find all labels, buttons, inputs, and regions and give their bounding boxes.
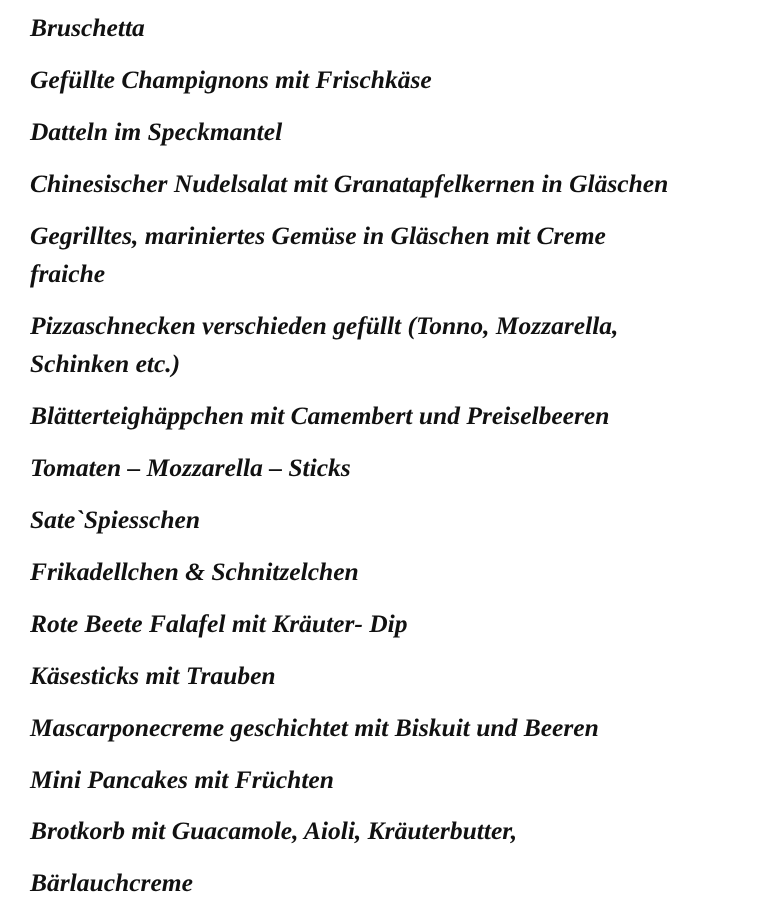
menu-item-line: Datteln im Speckmantel [30, 116, 283, 146]
menu-item-line: fraiche [30, 259, 106, 289]
menu-item-pizzaschnecken [30, 307, 760, 384]
menu-item-bruschetta [30, 9, 760, 48]
menu-item-line: Bärlauchcreme [30, 868, 193, 898]
menu-item-line: Gefüllte Champignons mit Frischkäse [30, 64, 432, 94]
menu-item-line: Pizzaschnecken verschieden gefüllt (Tonno, Mozzarella, [30, 310, 619, 340]
menu-item-line: Frikadellchen & Schnitzelchen [30, 557, 359, 587]
menu-item-kaesesticks [30, 657, 760, 696]
menu-item-gegrilltes-gemuese [30, 217, 760, 294]
menu-item-mascarponecreme [30, 709, 760, 748]
menu-item-brotkorb [30, 812, 760, 851]
menu-item-line: Rote Beete Falafel mit Kräuter- Dip [30, 608, 408, 638]
menu-item-line: Tomaten – Mozzarella – Sticks [30, 453, 351, 483]
menu-item-gefuellte-champignons [30, 61, 760, 100]
menu-item-line: Mascarponecreme geschichtet mit Biskuit und Beeren [30, 712, 599, 742]
menu-item-blaetterteighaeppchen [30, 397, 760, 436]
menu-item-frikadellchen [30, 553, 760, 592]
menu-item-nudelsalat [30, 165, 760, 204]
menu-item-tomaten-mozzarella-sticks [30, 449, 760, 488]
menu-item-line: Chinesischer Nudelsalat mit Granatapfelkernen in Gläschen [30, 168, 669, 198]
menu-item-datteln [30, 113, 760, 152]
menu-item-line: Mini Pancakes mit Früchten [30, 764, 334, 794]
menu-item-line: Brotkorb mit Guacamole, Aioli, Kräuterbutter, [30, 816, 518, 846]
menu-item-mini-pancakes [30, 761, 760, 800]
menu-item-line: Gegrilltes, mariniertes Gemüse in Gläschen mit Creme [30, 220, 606, 250]
menu-item-line: Bruschetta [30, 13, 145, 42]
menu-item-falafel [30, 605, 760, 644]
menu-item-sate-spiesschen [30, 501, 760, 540]
menu-item-line: Blätterteighäppchen mit Camembert und Preiselbeeren [30, 401, 610, 431]
menu-item-baerlauchcreme [30, 864, 760, 903]
menu-item-line: Schinken etc.) [30, 349, 181, 379]
menu-item-line: Sate`Spiesschen [30, 505, 201, 535]
menu-list [30, 9, 760, 916]
menu-item-line: Käsesticks mit Trauben [30, 660, 276, 690]
